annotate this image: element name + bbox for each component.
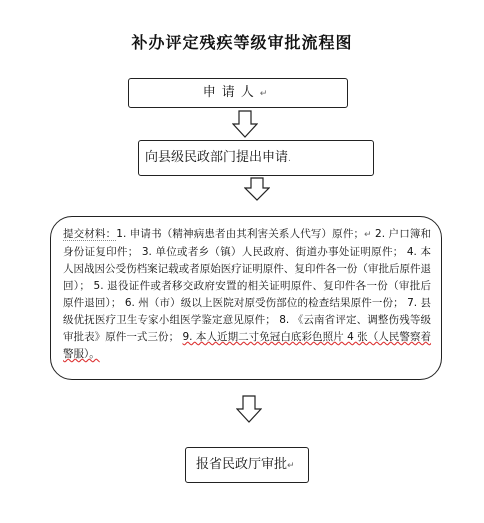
step-applicant-label: 申请人 xyxy=(202,85,260,100)
materials-header: 提交材料： xyxy=(63,228,117,240)
step-apply-box xyxy=(138,140,374,176)
material-item: 5. 退役证件或者移交政府安置的相关证明原件、复印件各一份（审批后原件退回）； xyxy=(63,280,432,309)
arrow-down-icon xyxy=(236,395,262,423)
step-approval-box xyxy=(185,447,309,483)
title-text: 补办评定残疾等级审批流程图 xyxy=(131,33,353,52)
arrow-down-icon xyxy=(244,177,270,201)
material-item: 6. 州（市）级以上医院对原受伤部位的检查结果原件一份； xyxy=(124,297,404,309)
paragraph-mark-icon: ↵ xyxy=(363,230,372,240)
step-approval-label: 报省民政厅审批 xyxy=(196,457,288,472)
material-item: 9. 本人近期二寸免冠白底彩色照片 4 张（人民警察着警服）。 xyxy=(63,331,432,360)
paragraph-mark-icon: ↵ xyxy=(259,89,274,99)
paragraph-mark-icon: ↵ xyxy=(287,461,295,471)
material-item: 2. 户口簿和身份证复印件； xyxy=(63,228,431,258)
material-item: 4. 本人因战因公受伤档案记载或者原始医疗证明原件、复印件各一份（审批后原件退回）； xyxy=(63,246,432,292)
material-item: 1. 申请书（精神病患者由其利害关系人代写）原件； xyxy=(116,228,364,240)
material-item: 7. 县级优抚医疗卫生专家小组医学鉴定意见原件； xyxy=(63,297,432,326)
page-title xyxy=(0,30,484,53)
paragraph-mark-icon: . xyxy=(288,154,291,164)
step-applicant-box xyxy=(128,78,348,108)
step-apply-label: 向县级民政部门提出申请 xyxy=(145,150,289,165)
material-item: 3. 单位或者乡（镇）人民政府、街道办事处证明原件； xyxy=(141,246,404,258)
material-item: 8. 《云南省评定、调整伤残等级审批表》原件一式三份； xyxy=(63,314,431,343)
arrow-down-icon xyxy=(232,110,258,138)
materials-box xyxy=(50,216,442,380)
